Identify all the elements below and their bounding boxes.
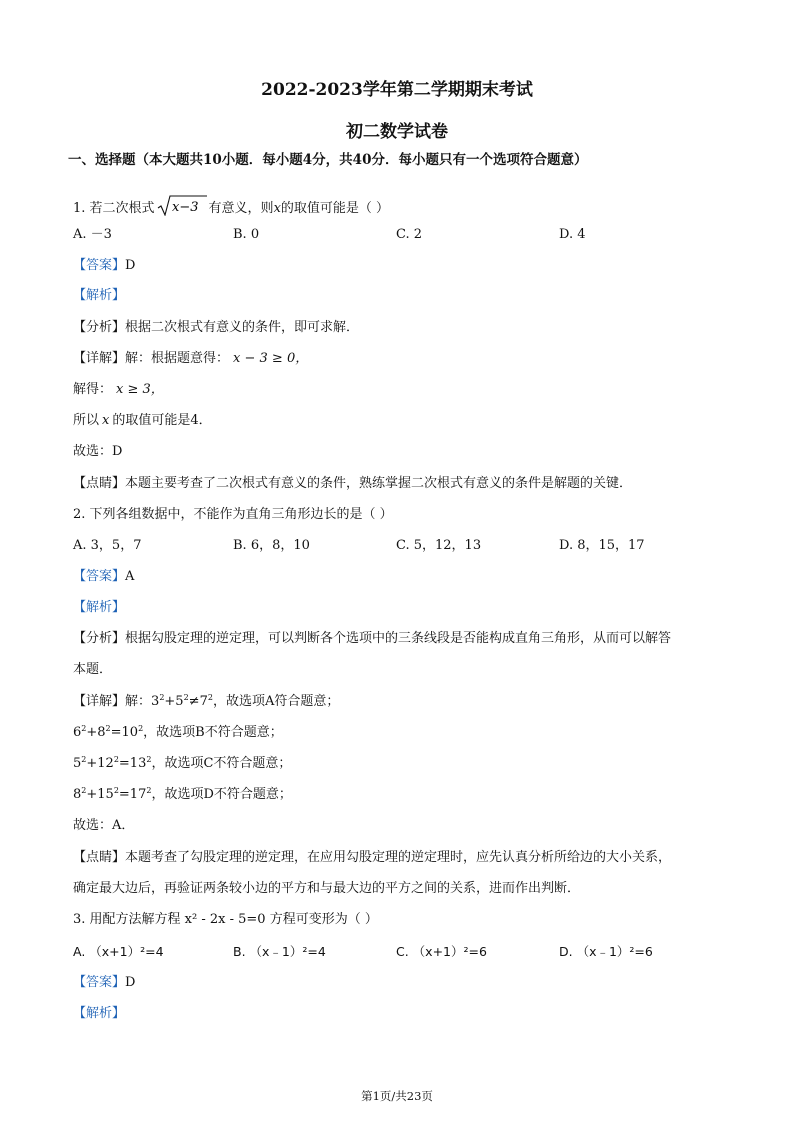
q1-option-b: B. 0 (233, 227, 260, 242)
q2-option-a: A. 3，5，7 (73, 538, 142, 553)
q2-detail-d: $8^2+15^2=17^2$，故选项D不符合题意； (73, 786, 292, 802)
q3-option-b: B. （x﹣1）²=4 (233, 944, 326, 959)
q1-solve: 解得： x ≥ 3， (73, 382, 164, 397)
q2-answer: 【答案】A (73, 569, 135, 584)
square-root-icon (157, 194, 207, 216)
q3-analysis-tag: 【解析】 (73, 1006, 126, 1021)
q2-comment-line1: 【点睛】本题考查了勾股定理的逆定理，在应用勾股定理的逆定理时，应先认真分析所给边的大小关系， (73, 850, 672, 865)
q1-analysis-tag: 【解析】 (73, 288, 126, 303)
q2-fenxi-line1: 【分析】根据勾股定理的逆定理，可以判断各个选项中的三条线段是否能构成直角三角形，从而可以解答 (73, 631, 672, 646)
q1-detail: 【详解】解：根据题意得： x − 3 ≥ 0， (73, 351, 309, 366)
q1-comment: 【点睛】本题主要考查了二次根式有意义的条件，熟练掌握二次根式有意义的条件是解题的关键． (73, 476, 633, 491)
page-footer: 第1页/共23页 (361, 1089, 433, 1103)
q3-option-a: A. （x+1）²=4 (73, 944, 164, 959)
q2-analysis-tag: 【解析】 (73, 600, 126, 615)
q2-detail-c: $5^2+12^2=13^2$，故选项C不符合题意； (73, 755, 292, 771)
q2-detail-b: $6^2+8^2=10^2$，故选项B不符合题意； (73, 724, 283, 740)
q1-fenxi: 【分析】根据二次根式有意义的条件，即可求解． (73, 320, 360, 335)
q2-comment-line2: 确定最大边后，再验证两条较小边的平方和与最大边的平方之间的关系，进而作出判断． (73, 881, 581, 896)
q1-answer: 【答案】D (73, 258, 136, 273)
q1-option-d: D. 4 (559, 227, 586, 242)
q2-choose: 故选：A． (73, 818, 135, 833)
q1-option-a: A. －3 (73, 227, 112, 242)
q2-option-b: B. 6，8，10 (233, 538, 310, 553)
q3-option-d: D. （x﹣1）²=6 (559, 944, 653, 959)
q1-choose: 故选：D (73, 444, 123, 459)
page-title: 2022-2023学年第二学期期末考试 (261, 80, 533, 100)
q3-option-c: C. （x+1）²=6 (396, 944, 487, 959)
q3-answer: 【答案】D (73, 975, 136, 990)
question-2-stem: 2. 下列各组数据中，不能作为直角三角形边长的是（ ） (73, 507, 393, 522)
radicand-text: x−3 (171, 200, 199, 215)
q2-detail-a: 【详解】解：$3^2+5^2\ne 7^2$，故选项A符合题意； (73, 693, 340, 709)
q2-option-d: D. 8，15，17 (559, 538, 645, 553)
q2-fenxi-line2: 本题． (73, 662, 113, 677)
q2-option-c: C. 5，12，13 (396, 538, 482, 553)
section-heading: 一、选择题（本大题共10小题．每小题4分，共40分．每小题只有一个选项符合题意） (68, 152, 588, 168)
q1-option-c: C. 2 (396, 227, 423, 242)
question-3-stem: 3. 用配方法解方程 x² - 2x - 5=0 方程可变形为（ ） (73, 912, 378, 927)
q1-so: 所以 x 的取值可能是4． (73, 413, 212, 428)
page-subtitle: 初二数学试卷 (346, 122, 448, 142)
question-1-stem: 1. 若二次根式 x−3 有意义，则x的取值可能是（ ） (73, 194, 389, 217)
